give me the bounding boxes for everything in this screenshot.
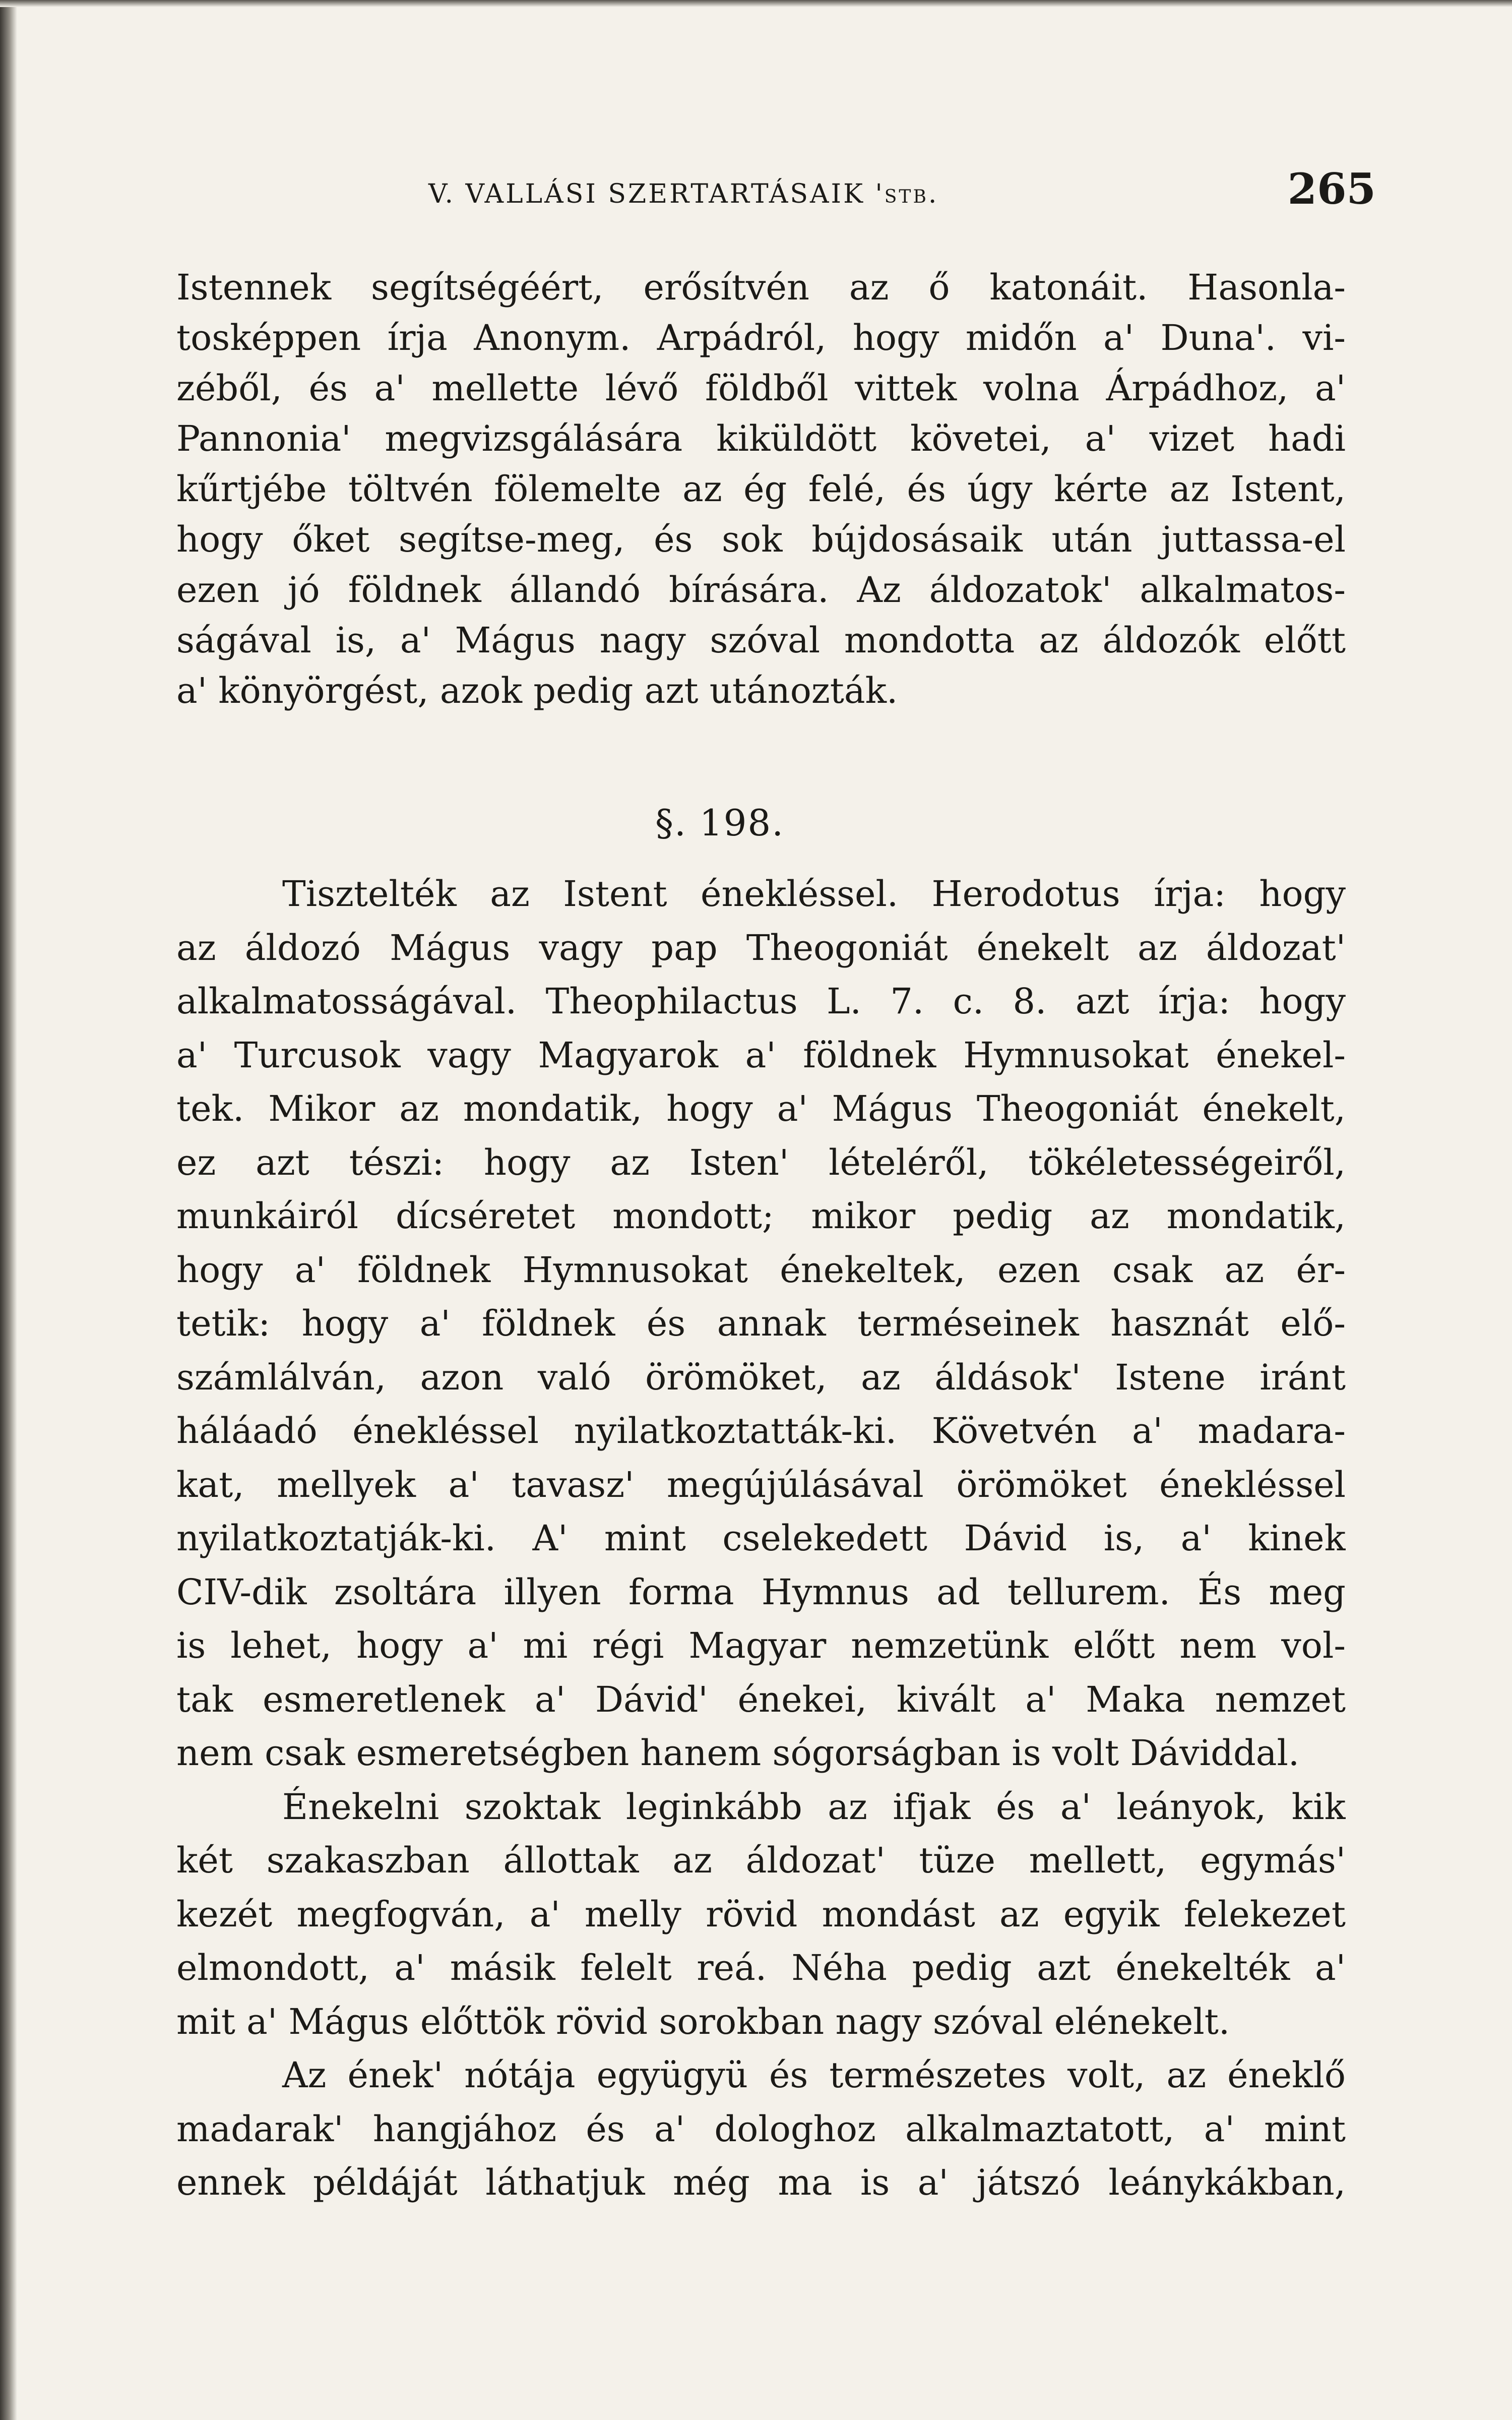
text-line: hogy a' földnek Hymnusokat énekeltek, ezen csak az ér- — [176, 1249, 1346, 1291]
text-line: Tisztelték az Istent énekléssel. Herodotus írja: hogy — [282, 873, 1346, 915]
text-line: munkáiról dícséretet mondott; mikor pedig az mondatik, — [176, 1195, 1346, 1237]
text-line: hogy őket segítse-meg, és sok bújdosásaik után juttassa-el — [176, 519, 1346, 560]
text-line: számlálván, azon való örömöket, az áldások' Istene iránt — [176, 1356, 1346, 1398]
text-line: Az ének' nótája együgyü és természetes volt, az éneklő — [282, 2054, 1346, 2096]
text-line: kűrtjébe töltvén fölemelte az ég felé, és úgy kérte az Istent, — [176, 468, 1346, 510]
text-line: elmondott, a' másik felelt reá. Néha pedig azt énekelték a' — [176, 1947, 1346, 1988]
text-line: Énekelni szoktak leginkább az ifjak és a' leányok, kik — [282, 1786, 1346, 1828]
text-line: is lehet, hogy a' mi régi Magyar nemzetünk előtt nem vol- — [176, 1625, 1346, 1666]
text-line: Istennek segítségéért, erősítvén az ő katonáit. Hasonla- — [176, 267, 1346, 308]
text-line: Pannonia' megvizsgálására kiküldött követei, a' vizet hadi — [176, 418, 1346, 459]
text-line: ezen jó földnek állandó bírására. Az áldozatok' alkalmatos- — [176, 569, 1346, 611]
text-line: az áldozó Mágus vagy pap Theogoniát énekelt az áldozat' — [176, 927, 1346, 969]
section-body — [176, 867, 1346, 2210]
text-line: háláadó énekléssel nyilatkoztatták-ki. Követvén a' madara- — [176, 1410, 1346, 1451]
text-line: a' Turcusok vagy Magyarok a' földnek Hymnusokat énekel- — [176, 1034, 1346, 1076]
running-title: V. VALLÁSI SZERTARTÁSAIK 'stb. — [428, 179, 939, 209]
text-line: madarak' hangjához és a' dologhoz alkalmaztatott, a' mint — [176, 2108, 1346, 2150]
text-line: nyilatkoztatják-ki. A' mint cselekedett Dávid is, a' kinek — [176, 1518, 1346, 1559]
text-line: ságával is, a' Mágus nagy szóval mondotta az áldozók előtt — [176, 620, 1346, 661]
paragraph-1 — [176, 262, 1346, 716]
text-line: mit a' Mágus előttök rövid sorokban nagy szóval elénekelt. — [176, 2001, 1230, 2042]
text-line: zéből, és a' mellette lévő földből vittek volna Árpádhoz, a' — [176, 368, 1346, 409]
top-edge-shadow — [0, 0, 1512, 7]
binding-shadow — [0, 0, 17, 2420]
section-heading: §. 198. — [655, 802, 785, 844]
page-number: 265 — [1287, 164, 1376, 214]
text-line: tek. Mikor az mondatik, hogy a' Mágus Theogoniát énekelt, — [176, 1088, 1346, 1129]
text-line: két szakaszban állottak az áldozat' tüze mellett, egymás' — [176, 1840, 1346, 1881]
text-line: tosképpen írja Anonym. Arpádról, hogy midőn a' Duna'. vi- — [176, 317, 1346, 358]
text-line: a' könyörgést, azok pedig azt utánozták. — [176, 670, 898, 711]
text-line: kezét megfogván, a' melly rövid mondást az egyik felekezet — [176, 1893, 1346, 1935]
text-line: tetik: hogy a' földnek és annak terméseinek hasznát elő- — [176, 1303, 1346, 1344]
text-line: CIV-dik zsoltára illyen forma Hymnus ad tellurem. És meg — [176, 1571, 1346, 1613]
text-line: ez azt tészi: hogy az Isten' lételéről, tökéletességeiről, — [176, 1141, 1346, 1183]
text-line: ennek példáját láthatjuk még ma is a' játszó leánykákban, — [176, 2162, 1346, 2203]
text-line: alkalmatosságával. Theophilactus L. 7. c. 8. azt írja: hogy — [176, 981, 1346, 1022]
page-header — [428, 164, 1376, 224]
text-line: tak esmeretlenek a' Dávid' énekei, kivált a' Maka nemzet — [176, 1678, 1346, 1720]
text-line: nem csak esmeretségben hanem sógorságban is volt Dáviddal. — [176, 1732, 1300, 1774]
text-line: kat, mellyek a' tavasz' megújúlásával örömöket énekléssel — [176, 1464, 1346, 1505]
